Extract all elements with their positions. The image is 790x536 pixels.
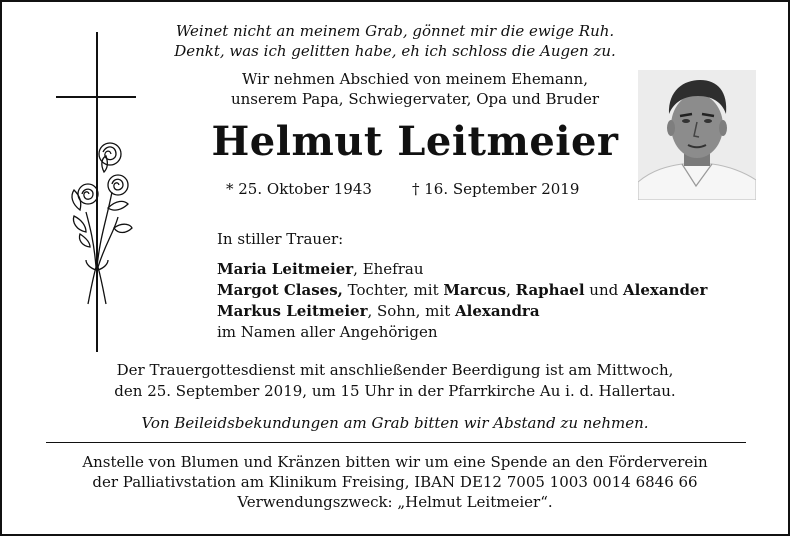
grandchild-name: Alexandra xyxy=(455,302,540,320)
mourner-name: Maria Leitmeier xyxy=(217,260,354,278)
mourner-relation: , Sohn, mit xyxy=(367,302,455,320)
grandchild-name: Alexander xyxy=(623,281,708,299)
intro-line-2: unserem Papa, Schwiegervater, Opa und Bruder xyxy=(230,90,600,108)
grandchild-name: Raphael xyxy=(515,281,585,299)
mourner-relation: Tochter, mit xyxy=(342,281,444,299)
donation-line-2: der Palliativstation am Klinikum Freising, IBAN DE12 7005 1003 0014 6846 66 xyxy=(92,473,698,491)
intro-line-1: Wir nehmen Abschied von meinem Ehemann, xyxy=(242,70,588,88)
mourner-name: Markus Leitmeier xyxy=(217,302,368,320)
grandchild-name: Marcus xyxy=(443,281,507,299)
mourner-name: Margot Clases, xyxy=(217,281,343,299)
conjunction: und xyxy=(584,281,623,299)
separator: , xyxy=(506,281,516,299)
mourner-row-3 xyxy=(217,302,540,320)
portrait-image-icon xyxy=(638,70,756,200)
condolence-note: Von Beileidsbekundungen am Grab bitten wir Abstand zu nehmen. xyxy=(141,414,649,432)
donation-line-3: Verwendungszweck: „Helmut Leitmeier“. xyxy=(237,493,553,511)
service-line-2: den 25. September 2019, um 15 Uhr in der Pfarrkirche Au i. d. Hallertau. xyxy=(114,382,676,400)
cross-with-roses-icon xyxy=(50,32,150,352)
mourner-row-2 xyxy=(217,281,707,299)
mourning-heading: In stiller Trauer: xyxy=(217,230,344,248)
divider-line xyxy=(46,442,746,443)
deceased-name: Helmut Leitmeier xyxy=(211,118,619,165)
motto-line-2: Denkt, was ich gelitten habe, eh ich schloss die Augen zu. xyxy=(174,42,616,60)
donation-line-1: Anstelle von Blumen und Kränzen bitten wir um eine Spende an den Förderverein xyxy=(82,453,708,471)
death-date: † 16. September 2019 xyxy=(412,180,580,198)
mourner-relation: , Ehefrau xyxy=(353,260,424,278)
service-line-1: Der Trauergottesdienst mit anschließender Beerdigung ist am Mittwoch, xyxy=(116,361,674,379)
mourner-row-1 xyxy=(217,260,424,278)
birth-date: * 25. Oktober 1943 xyxy=(226,180,372,198)
motto-line-1: Weinet nicht an meinem Grab, gönnet mir die ewige Ruh. xyxy=(175,22,615,40)
portrait-photo xyxy=(638,70,756,200)
mourner-row-4: im Namen aller Angehörigen xyxy=(217,323,438,341)
